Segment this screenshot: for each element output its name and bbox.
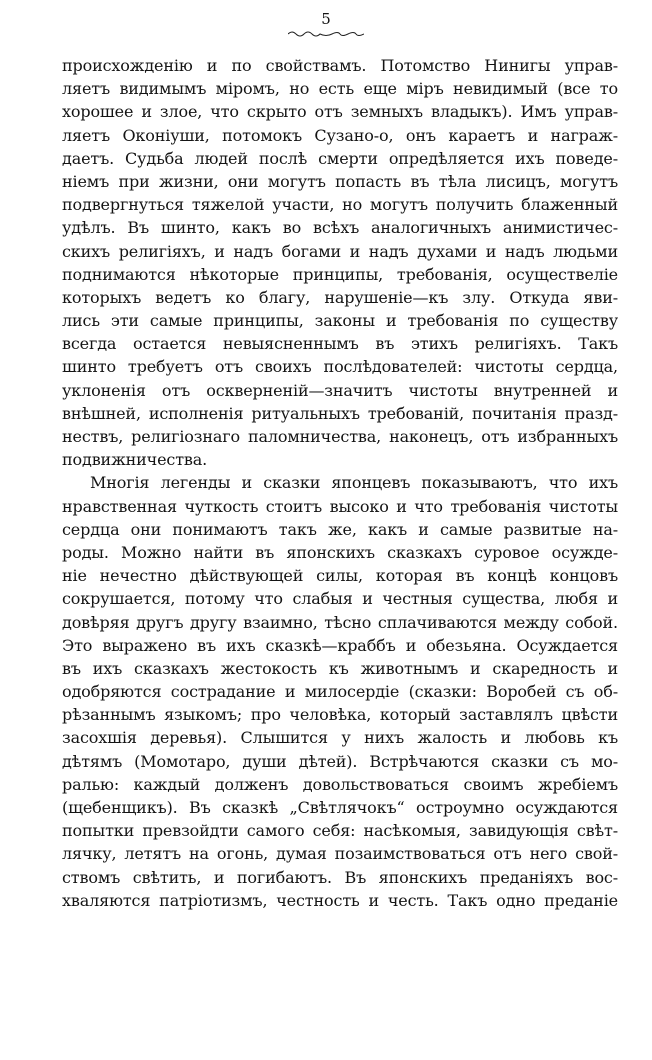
body-text — [62, 54, 618, 912]
text-line: довѣряя другъ другу взаимно, тѣсно сплачиваются между собой. — [62, 612, 618, 632]
text-line: лись эти самые принципы, законы и требованія по существу — [62, 311, 618, 331]
text-line: лячку, летятъ на огонь, думая позаимствоваться отъ него свой- — [62, 844, 618, 864]
text-line: подвергнуться тяжелой участи, но могутъ получить блаженный — [62, 195, 618, 215]
text-line: которыхъ ведетъ ко благу, нарушеніе—къ злу. Откуда яви- — [62, 287, 618, 307]
text-line: одобряются сострадание и милосердіе (сказки: Воробей съ об- — [62, 682, 618, 702]
text-line: ніе нечестно дѣйствующей силы, которая въ концѣ концовъ — [62, 566, 618, 586]
text-line: Это выражено въ ихъ сказкѣ—краббъ и обезьяна. Осуждается — [62, 635, 618, 655]
text-line: сокрушается, потому что слабыя и честныя существа, любя и — [62, 589, 618, 609]
text-line: всегда остается невыясненнымъ въ этихъ религіяхъ. Такъ — [62, 334, 618, 354]
text-line: хорошее и злое, что скрыто отъ земныхъ владыкъ). Имъ управ- — [62, 102, 618, 122]
text-line: (щебенщикъ). Въ сказкѣ „Свѣтлячокъ“ остроумно осуждаются — [62, 798, 618, 817]
text-line-paragraph-end: подвижничества. — [62, 450, 208, 470]
page-number: 5 — [321, 10, 331, 28]
text-line: ляетъ Оконіуши, потомокъ Сузано-о, онъ караетъ и награж- — [62, 125, 618, 145]
text-line: нествъ, религіознаго паломничества, наконецъ, отъ избранныхъ — [62, 427, 618, 446]
text-line: внѣшней, исполненія ритуальныхъ требованій, почитанія празд- — [62, 403, 618, 423]
text-line: ляетъ видимымъ міромъ, но есть еще міръ невидимый (все то — [62, 79, 618, 99]
text-line: поднимаются нѣкоторые принципы, требованія, осуществеліе — [62, 264, 618, 284]
text-line-paragraph-start: Многія легенды и сказки японцевъ показываютъ, что ихъ — [90, 473, 618, 493]
text-line: попытки превзойдти самого себя: насѣкомыя, завидующія свѣт- — [62, 821, 618, 841]
text-line: скихъ религіяхъ, и надъ богами и надъ духами и надъ людьми — [62, 241, 618, 261]
text-line: рѣзаннымъ языкомъ; про человѣка, который заставлялъ цвѣсти — [62, 705, 618, 725]
text-line: ніемъ при жизни, они могутъ попасть въ тѣла лисицъ, могутъ — [62, 171, 618, 191]
text-line: происхожденію и по свойствамъ. Потомство Нинигы управ- — [62, 56, 618, 75]
header-ornament — [288, 30, 364, 38]
text-line: засохшія деревья). Слышится у нихъ жалость и любовь къ — [62, 728, 618, 748]
text-line: сердца они понимаютъ такъ же, какъ и самые развитые на- — [62, 519, 618, 539]
text-line: ралью: каждый долженъ довольствоваться своимъ жребіемъ — [62, 774, 618, 794]
text-line: нравственная чуткость стоитъ высоко и что требованія чистоты — [62, 496, 618, 516]
text-line: удѣлъ. Въ шинто, какъ во всѣхъ аналогичныхъ анимистичес- — [62, 218, 618, 238]
text-line: хваляются патріотизмъ, честность и честь. Такъ одно преданіе — [62, 890, 618, 910]
text-line: даетъ. Судьба людей послѣ смерти опредѣляется ихъ поведе- — [62, 148, 618, 168]
text-line: уклоненія отъ оскверненій—значитъ чистоты внутренней и — [62, 380, 618, 400]
text-line: въ ихъ сказкахъ жестокость къ животнымъ и скаредность и — [62, 658, 618, 678]
text-line: роды. Можно найти въ японскихъ сказкахъ суровое осужде- — [62, 542, 618, 562]
text-line: шинто требуетъ отъ своихъ послѣдователей: чистоты сердца, — [62, 357, 618, 377]
text-line: дѣтямъ (Момотаро, души дѣтей). Встрѣчаются сказки съ мо- — [62, 751, 618, 771]
text-line: ствомъ свѣтить, и погибаютъ. Въ японскихъ преданіяхъ вос- — [62, 867, 618, 887]
